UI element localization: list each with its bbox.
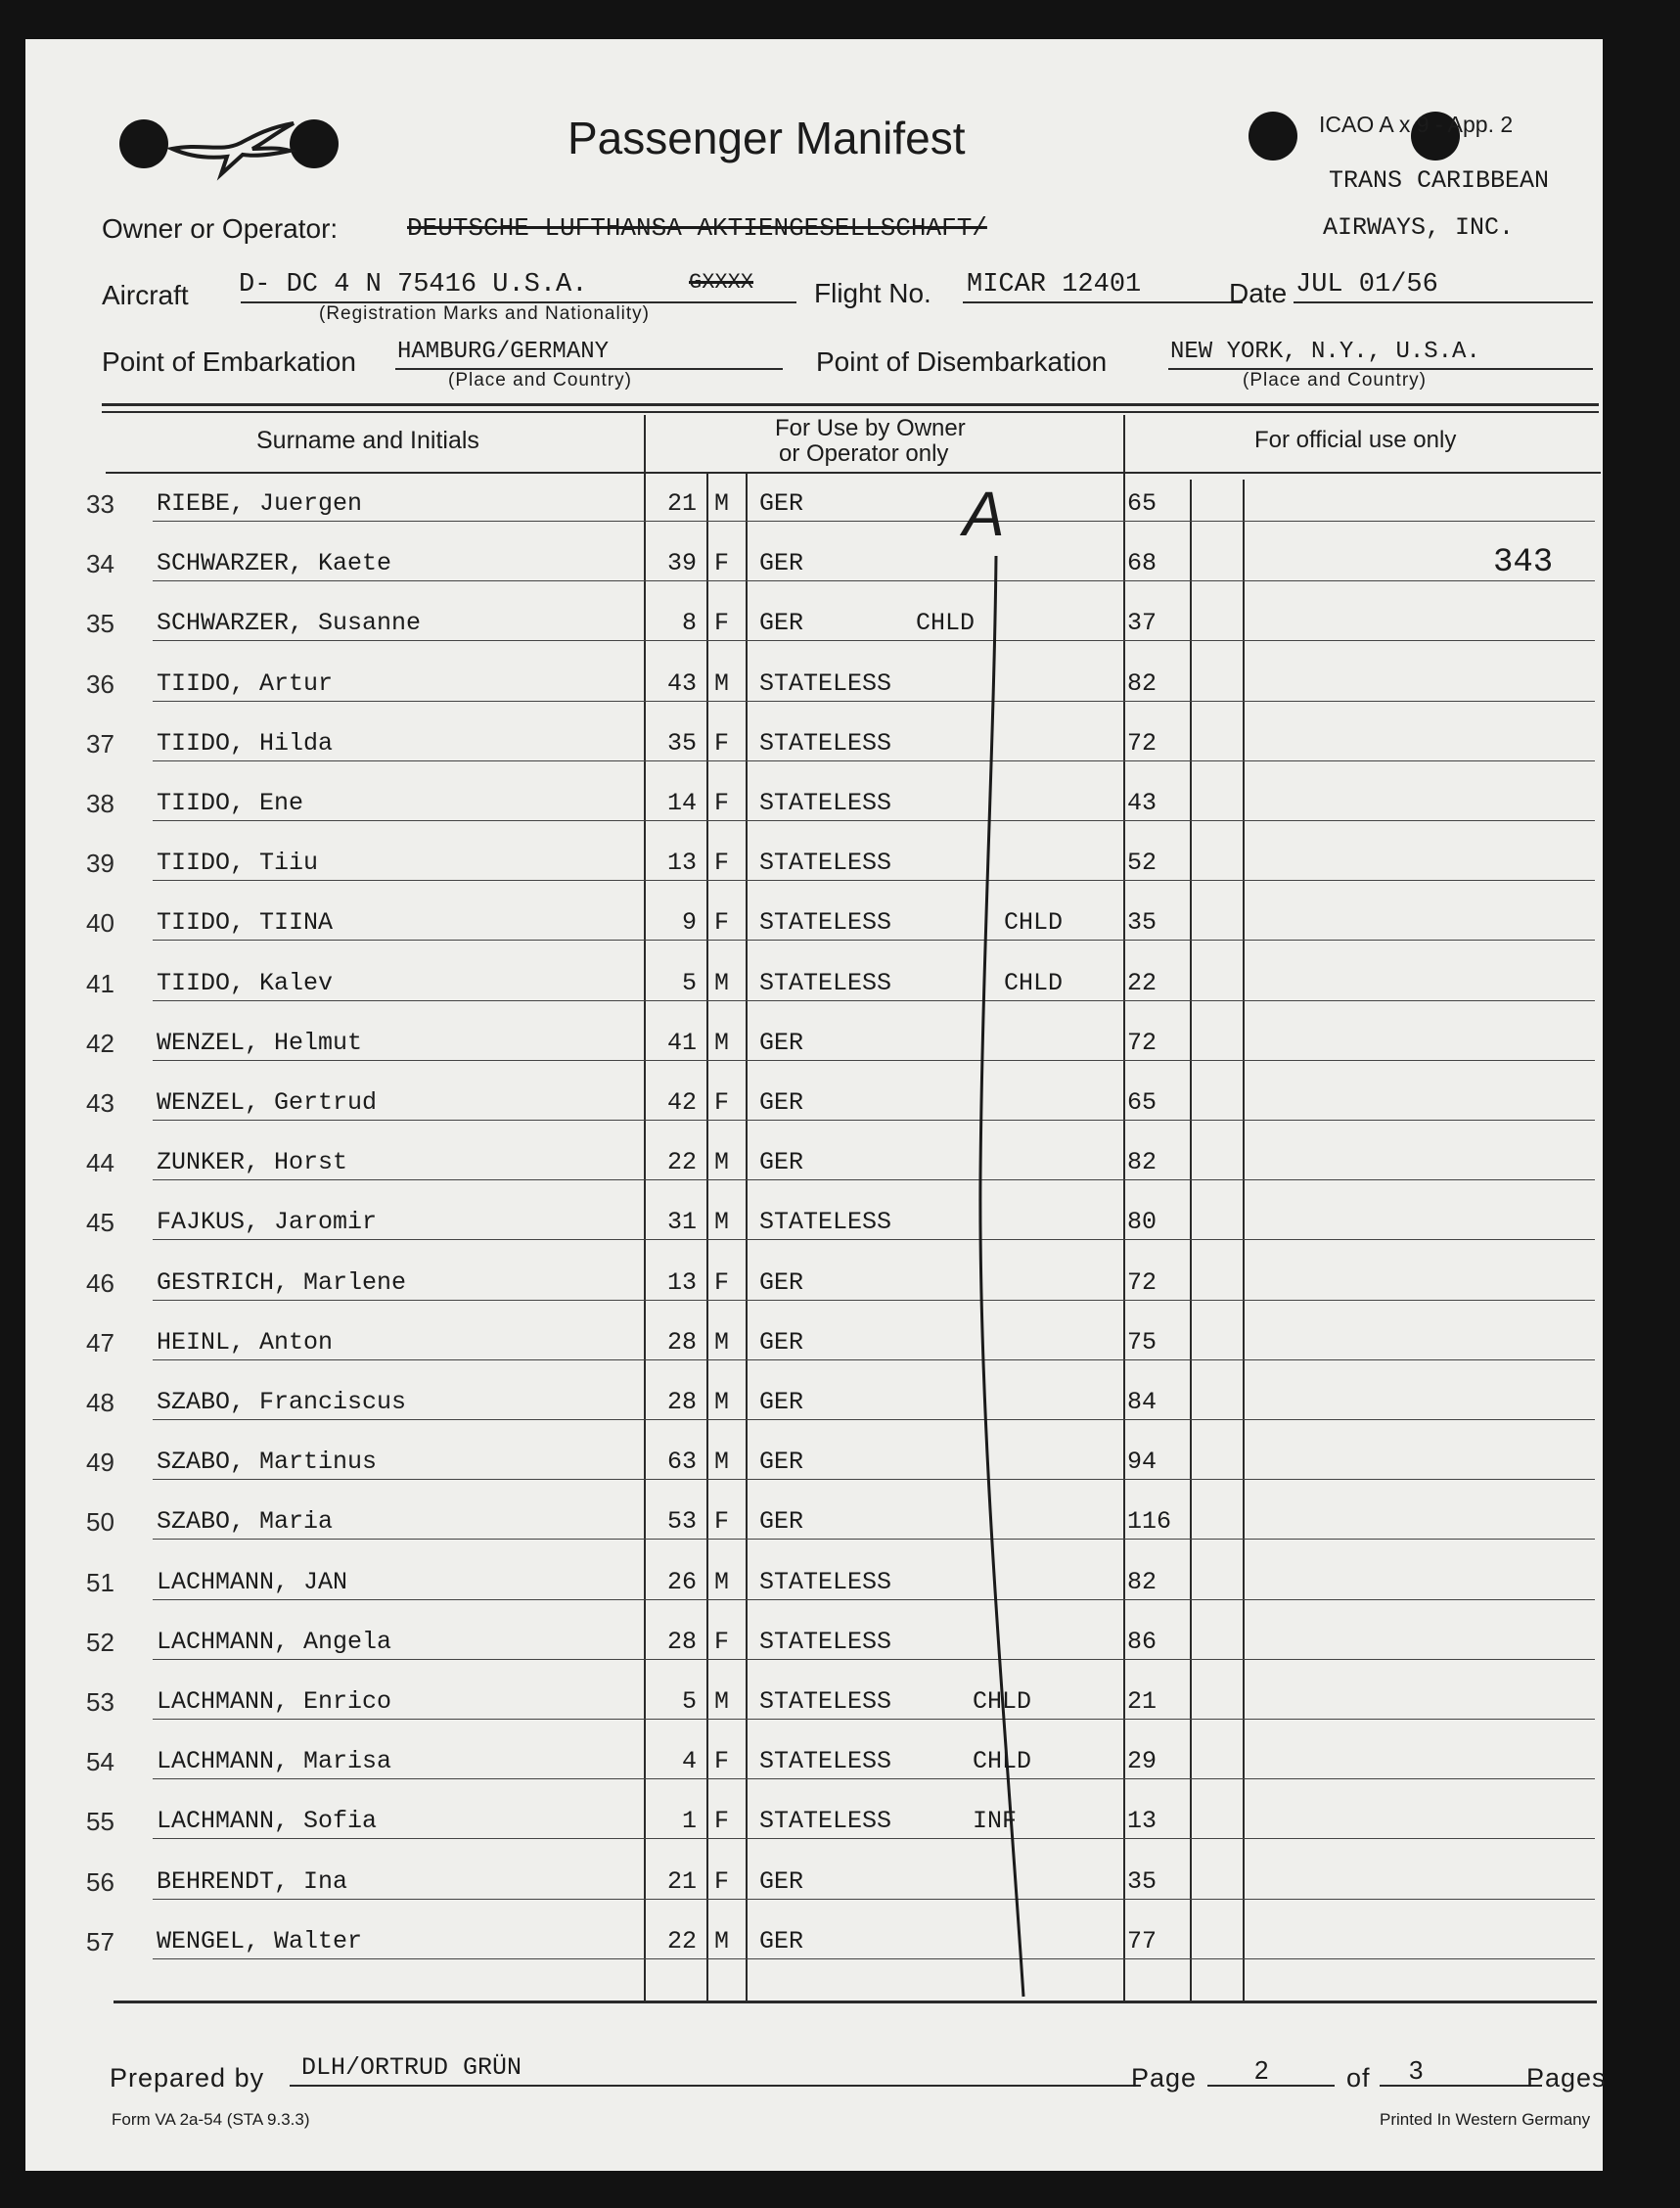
row-number: 43 bbox=[86, 1088, 114, 1118]
passenger-name: WENGEL, Walter bbox=[157, 1927, 363, 1955]
row-number: 37 bbox=[86, 729, 114, 759]
passenger-weight: 72 bbox=[1127, 729, 1158, 758]
row-number: 35 bbox=[86, 609, 114, 638]
passenger-weight: 21 bbox=[1127, 1687, 1158, 1716]
disembark-label: Point of Disembarkation bbox=[816, 346, 1108, 377]
lufthansa-crane-logo-icon bbox=[162, 114, 299, 182]
passenger-age: 28 bbox=[666, 1328, 697, 1357]
passenger-nationality: GER bbox=[759, 1268, 804, 1297]
passenger-name: TIIDO, Ene bbox=[157, 789, 304, 817]
passenger-age: 9 bbox=[681, 908, 697, 937]
passenger-nationality: GER bbox=[759, 1507, 804, 1536]
passenger-name: TIIDO, Hilda bbox=[157, 729, 334, 758]
passenger-age: 63 bbox=[666, 1448, 697, 1476]
passenger-sex: M bbox=[714, 1148, 730, 1176]
row-number: 41 bbox=[86, 969, 114, 998]
passenger-name: SZABO, Martinus bbox=[157, 1448, 378, 1476]
passenger-nationality: STATELESS bbox=[759, 1807, 892, 1835]
passenger-sex: F bbox=[714, 729, 730, 758]
passenger-weight: 82 bbox=[1127, 669, 1158, 698]
passenger-weight: 37 bbox=[1127, 609, 1158, 637]
date-value: JUL 01/56 bbox=[1295, 270, 1438, 299]
passenger-sex: M bbox=[714, 669, 730, 698]
disembark-caption: (Place and Country) bbox=[1243, 370, 1427, 391]
table-header-rule bbox=[106, 472, 1601, 474]
passenger-remark: CHLD bbox=[1004, 908, 1064, 937]
row-number: 52 bbox=[86, 1628, 114, 1657]
passenger-nationality: STATELESS bbox=[759, 849, 892, 877]
row-rule bbox=[153, 820, 1595, 821]
passenger-name: TIIDO, TIINA bbox=[157, 908, 334, 937]
passenger-weight: 65 bbox=[1127, 1088, 1158, 1117]
row-rule bbox=[153, 1479, 1595, 1480]
passenger-sex: F bbox=[714, 549, 730, 577]
passenger-sex: M bbox=[714, 1388, 730, 1416]
row-rule bbox=[153, 1120, 1595, 1121]
col-divider-age bbox=[706, 474, 708, 2001]
passenger-weight: 82 bbox=[1127, 1148, 1158, 1176]
passenger-weight: 52 bbox=[1127, 849, 1158, 877]
passenger-name: SCHWARZER, Susanne bbox=[157, 609, 422, 637]
passenger-name: LACHMANN, JAN bbox=[157, 1568, 348, 1596]
passenger-nationality: STATELESS bbox=[759, 1568, 892, 1596]
row-number: 54 bbox=[86, 1747, 114, 1776]
passenger-weight: 35 bbox=[1127, 1867, 1158, 1896]
icao-reference: ICAO A x 9 - App. 2 bbox=[1319, 112, 1514, 137]
col-divider-official bbox=[1123, 415, 1125, 2001]
passenger-name: HEINL, Anton bbox=[157, 1328, 334, 1357]
passenger-name: FAJKUS, Jaromir bbox=[157, 1208, 378, 1236]
row-number: 48 bbox=[86, 1388, 114, 1417]
flight-value: MICAR 12401 bbox=[967, 270, 1142, 299]
passenger-age: 28 bbox=[666, 1628, 697, 1656]
passenger-remark: CHLD bbox=[973, 1687, 1032, 1716]
row-number: 33 bbox=[86, 489, 114, 519]
of-label: of bbox=[1346, 2063, 1371, 2093]
row-number: 36 bbox=[86, 669, 114, 699]
passenger-nationality: GER bbox=[759, 1388, 804, 1416]
passenger-name: GESTRICH, Marlene bbox=[157, 1268, 407, 1297]
passenger-weight: 84 bbox=[1127, 1388, 1158, 1416]
passenger-sex: M bbox=[714, 1328, 730, 1357]
passenger-age: 14 bbox=[666, 789, 697, 817]
table-top-rule-1 bbox=[102, 403, 1599, 406]
passenger-nationality: GER bbox=[759, 1448, 804, 1476]
passenger-age: 8 bbox=[681, 609, 697, 637]
passenger-name: SZABO, Maria bbox=[157, 1507, 334, 1536]
col-header-owner-line1: For Use by Owner bbox=[775, 415, 966, 441]
passenger-nationality: STATELESS bbox=[759, 1628, 892, 1656]
passenger-weight: 72 bbox=[1127, 1268, 1158, 1297]
owner-struck: DEUTSCHE LUFTHANSA AKTIENGESELLSCHAFT/ bbox=[407, 213, 987, 243]
row-number: 45 bbox=[86, 1208, 114, 1237]
row-number: 49 bbox=[86, 1448, 114, 1477]
owner-label: Owner or Operator: bbox=[102, 213, 339, 244]
passenger-sex: M bbox=[714, 1568, 730, 1596]
passenger-name: WENZEL, Gertrud bbox=[157, 1088, 378, 1117]
passenger-age: 35 bbox=[666, 729, 697, 758]
passenger-age: 26 bbox=[666, 1568, 697, 1596]
passenger-nationality: GER bbox=[759, 1867, 804, 1896]
passenger-sex: F bbox=[714, 1807, 730, 1835]
passenger-name: TIIDO, Kalev bbox=[157, 969, 334, 997]
owner-line2: AIRWAYS, INC. bbox=[1323, 213, 1515, 242]
embark-caption: (Place and Country) bbox=[448, 370, 632, 391]
passenger-age: 5 bbox=[681, 1687, 697, 1716]
passenger-sex: F bbox=[714, 1628, 730, 1656]
col-divider-weight bbox=[1190, 480, 1192, 2001]
passenger-sex: F bbox=[714, 1867, 730, 1896]
passenger-weight: 77 bbox=[1127, 1927, 1158, 1955]
passenger-weight: 13 bbox=[1127, 1807, 1158, 1835]
disembark-value: NEW YORK, N.Y., U.S.A. bbox=[1170, 339, 1480, 365]
row-number: 34 bbox=[86, 549, 114, 578]
handwritten-line bbox=[965, 548, 1053, 2006]
row-number: 50 bbox=[86, 1507, 114, 1537]
punch-hole-right-1 bbox=[1249, 112, 1297, 161]
passenger-weight: 72 bbox=[1127, 1029, 1158, 1057]
col-divider-inner bbox=[1243, 480, 1245, 2001]
passenger-weight: 65 bbox=[1127, 489, 1158, 518]
embark-value: HAMBURG/GERMANY bbox=[397, 339, 610, 365]
passenger-sex: M bbox=[714, 1029, 730, 1057]
passenger-age: 21 bbox=[666, 489, 697, 518]
handwritten-mark: A bbox=[963, 479, 1005, 549]
passenger-age: 22 bbox=[666, 1148, 697, 1176]
passenger-nationality: STATELESS bbox=[759, 789, 892, 817]
passenger-weight: 75 bbox=[1127, 1328, 1158, 1357]
passenger-sex: F bbox=[714, 849, 730, 877]
row-rule bbox=[153, 580, 1595, 581]
passenger-remark: CHLD bbox=[1004, 969, 1064, 997]
passenger-weight: 22 bbox=[1127, 969, 1158, 997]
printed-in: Printed In Western Germany bbox=[1380, 2110, 1591, 2129]
manifest-sheet bbox=[25, 39, 1607, 2171]
passenger-nationality: STATELESS bbox=[759, 969, 892, 997]
page-value: 2 bbox=[1254, 2055, 1269, 2085]
flight-label: Flight No. bbox=[814, 278, 931, 308]
passenger-age: 5 bbox=[681, 969, 697, 997]
aircraft-struck: GXXXX bbox=[689, 270, 754, 295]
aircraft-caption: (Registration Marks and Nationality) bbox=[319, 303, 651, 324]
passenger-sex: M bbox=[714, 969, 730, 997]
of-underline bbox=[1380, 2085, 1542, 2087]
row-rule bbox=[153, 1659, 1595, 1660]
passenger-weight: 86 bbox=[1127, 1628, 1158, 1656]
pages-label: Pages bbox=[1526, 2063, 1607, 2093]
passenger-name: SZABO, Franciscus bbox=[157, 1388, 407, 1416]
row-number: 39 bbox=[86, 849, 114, 878]
passenger-sex: M bbox=[714, 1927, 730, 1955]
flight-underline bbox=[963, 301, 1243, 303]
row-number: 44 bbox=[86, 1148, 114, 1177]
date-underline bbox=[1294, 301, 1593, 303]
row-rule bbox=[153, 1000, 1595, 1001]
passenger-age: 41 bbox=[666, 1029, 697, 1057]
passenger-nationality: STATELESS bbox=[759, 1687, 892, 1716]
passenger-weight: 68 bbox=[1127, 549, 1158, 577]
passenger-nationality: GER bbox=[759, 1328, 804, 1357]
passenger-name: TIIDO, Tiiu bbox=[157, 849, 319, 877]
passenger-age: 31 bbox=[666, 1208, 697, 1236]
passenger-weight: 29 bbox=[1127, 1747, 1158, 1775]
col-divider-name bbox=[644, 415, 646, 2001]
passenger-name: BEHRENDT, Ina bbox=[157, 1867, 348, 1896]
passenger-age: 13 bbox=[666, 1268, 697, 1297]
passenger-name: WENZEL, Helmut bbox=[157, 1029, 363, 1057]
passenger-remark: CHLD bbox=[973, 1747, 1032, 1775]
passenger-name: LACHMANN, Enrico bbox=[157, 1687, 392, 1716]
passenger-nationality: GER bbox=[759, 1927, 804, 1955]
aircraft-value: D- DC 4 N 75416 U.S.A. bbox=[239, 270, 588, 299]
passenger-age: 43 bbox=[666, 669, 697, 698]
passenger-nationality: GER bbox=[759, 1148, 804, 1176]
row-rule bbox=[153, 1958, 1595, 1959]
col-header-surname: Surname and Initials bbox=[256, 427, 479, 454]
row-rule bbox=[153, 1239, 1595, 1240]
row-rule bbox=[153, 940, 1595, 941]
row-number: 42 bbox=[86, 1029, 114, 1058]
passenger-nationality: GER bbox=[759, 489, 804, 518]
row-rule bbox=[153, 760, 1595, 761]
passenger-nationality: STATELESS bbox=[759, 1208, 892, 1236]
passenger-sex: M bbox=[714, 1208, 730, 1236]
passenger-name: LACHMANN, Angela bbox=[157, 1628, 392, 1656]
passenger-name: TIIDO, Artur bbox=[157, 669, 334, 698]
of-value: 3 bbox=[1409, 2055, 1424, 2085]
row-rule bbox=[153, 1838, 1595, 1839]
row-rule bbox=[153, 880, 1595, 881]
passenger-weight: 35 bbox=[1127, 908, 1158, 937]
prepared-label: Prepared by bbox=[110, 2063, 265, 2093]
row-rule bbox=[153, 701, 1595, 702]
passenger-weight: 82 bbox=[1127, 1568, 1158, 1596]
passenger-sex: F bbox=[714, 609, 730, 637]
row-number: 53 bbox=[86, 1687, 114, 1717]
passenger-age: 39 bbox=[666, 549, 697, 577]
row-number: 55 bbox=[86, 1807, 114, 1836]
passenger-name: RIEBE, Juergen bbox=[157, 489, 363, 518]
passenger-age: 28 bbox=[666, 1388, 697, 1416]
passenger-nationality: STATELESS bbox=[759, 1747, 892, 1775]
passenger-nationality: GER bbox=[759, 1029, 804, 1057]
row-rule bbox=[153, 640, 1595, 641]
prepared-value: DLH/ORTRUD GRÜN bbox=[301, 2053, 522, 2082]
passenger-age: 4 bbox=[681, 1747, 697, 1775]
row-rule bbox=[153, 1539, 1595, 1540]
official-use-note: 343 bbox=[1493, 544, 1554, 581]
passenger-age: 13 bbox=[666, 849, 697, 877]
passenger-age: 22 bbox=[666, 1927, 697, 1955]
row-rule bbox=[153, 1359, 1595, 1360]
page-title: Passenger Manifest bbox=[568, 113, 966, 163]
row-rule bbox=[153, 1719, 1595, 1720]
passenger-sex: M bbox=[714, 1448, 730, 1476]
passenger-sex: M bbox=[714, 1687, 730, 1716]
passenger-remark: CHLD bbox=[916, 609, 976, 637]
passenger-nationality: GER bbox=[759, 609, 804, 637]
row-rule bbox=[153, 1599, 1595, 1600]
passenger-sex: F bbox=[714, 908, 730, 937]
table-bottom-rule bbox=[114, 2001, 1597, 2003]
passenger-weight: 80 bbox=[1127, 1208, 1158, 1236]
embark-label: Point of Embarkation bbox=[102, 346, 356, 377]
prepared-underline bbox=[290, 2085, 1141, 2087]
passenger-nationality: GER bbox=[759, 1088, 804, 1117]
page-label: Page bbox=[1131, 2063, 1198, 2093]
passenger-age: 53 bbox=[666, 1507, 697, 1536]
passenger-nationality: STATELESS bbox=[759, 669, 892, 698]
passenger-name: LACHMANN, Marisa bbox=[157, 1747, 392, 1775]
row-number: 51 bbox=[86, 1568, 114, 1597]
owner-line1: TRANS CARIBBEAN bbox=[1329, 166, 1550, 195]
punch-hole-left-1 bbox=[119, 119, 168, 168]
passenger-nationality: STATELESS bbox=[759, 729, 892, 758]
col-header-owner-line2: or Operator only bbox=[779, 440, 949, 467]
date-label: Date bbox=[1229, 278, 1288, 308]
page-underline bbox=[1207, 2085, 1335, 2087]
passenger-name: SCHWARZER, Kaete bbox=[157, 549, 392, 577]
row-rule bbox=[153, 1300, 1595, 1301]
passenger-sex: F bbox=[714, 1268, 730, 1297]
row-rule bbox=[153, 1419, 1595, 1420]
row-rule bbox=[153, 1179, 1595, 1180]
row-number: 46 bbox=[86, 1268, 114, 1298]
passenger-weight: 94 bbox=[1127, 1448, 1158, 1476]
form-reference: Form VA 2a-54 (STA 9.3.3) bbox=[112, 2110, 310, 2129]
table-top-rule-2 bbox=[102, 411, 1599, 413]
row-number: 47 bbox=[86, 1328, 114, 1357]
col-header-official: For official use only bbox=[1254, 427, 1457, 453]
col-divider-sex bbox=[746, 474, 748, 2001]
passenger-weight: 116 bbox=[1127, 1507, 1172, 1536]
row-number: 57 bbox=[86, 1927, 114, 1956]
passenger-nationality: STATELESS bbox=[759, 908, 892, 937]
row-number: 56 bbox=[86, 1867, 114, 1897]
passenger-age: 21 bbox=[666, 1867, 697, 1896]
passenger-sex: F bbox=[714, 1088, 730, 1117]
passenger-sex: F bbox=[714, 1507, 730, 1536]
row-rule bbox=[153, 1899, 1595, 1900]
passenger-weight: 43 bbox=[1127, 789, 1158, 817]
passenger-age: 1 bbox=[681, 1807, 697, 1835]
row-rule bbox=[153, 1060, 1595, 1061]
passenger-remark: INF bbox=[973, 1807, 1018, 1835]
passenger-name: ZUNKER, Horst bbox=[157, 1148, 348, 1176]
passenger-nationality: GER bbox=[759, 549, 804, 577]
passenger-sex: F bbox=[714, 1747, 730, 1775]
passenger-sex: F bbox=[714, 789, 730, 817]
row-number: 40 bbox=[86, 908, 114, 938]
row-number: 38 bbox=[86, 789, 114, 818]
aircraft-label: Aircraft bbox=[102, 280, 189, 310]
passenger-age: 42 bbox=[666, 1088, 697, 1117]
row-rule bbox=[153, 521, 1595, 522]
passenger-name: LACHMANN, Sofia bbox=[157, 1807, 378, 1835]
passenger-sex: M bbox=[714, 489, 730, 518]
row-rule bbox=[153, 1778, 1595, 1779]
